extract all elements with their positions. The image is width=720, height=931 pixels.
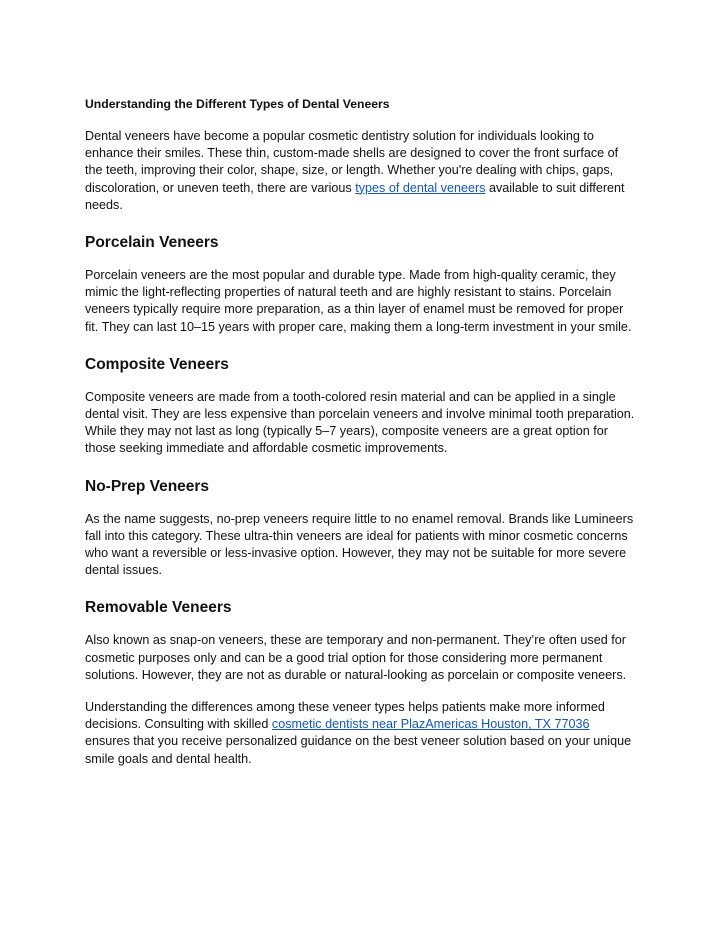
section-body-no-prep: As the name suggests, no-prep veneers require little to no enamel removal. Brands like Lumineers fall into this category. These ultra-thin veneers are ideal for patients with minor cosmetic concerns who want a reversible or less-invasive option. However, they may not be suitable for more severe dental issues.: [85, 511, 634, 578]
conclusion-text-after-link: ensures that you receive personalized guidance on the best veneer solution based on your unique smile goals and dental health.: [85, 734, 632, 766]
conclusion-text-before-link: Understanding the differences among these veneer types helps patients make more informed decisions. Consulting with skilled: [85, 700, 605, 732]
cosmetic-dentists-link[interactable]: cosmetic dentists near PlazAmericas Houston, TX 77036: [271, 717, 590, 732]
section-body-removable: Also known as snap-on veneers, these are temporary and non-permanent. They’re often used for cosmetic purposes only and can be a good trial option for those considering more permanent solutions. However, they are not as durable or natural-looking as porcelain or composite veneers.: [85, 633, 627, 682]
conclusion-paragraph: [85, 699, 637, 768]
section-body-porcelain: Porcelain veneers are the most popular and durable type. Made from high-quality ceramic, they mimic the light-reflecting properties of natural teeth and are highly resistant to stains. Porcelain veneers typically require more preparation, as a thin layer of enamel must be removed for proper fit. They can last 10–15 years with proper care, making them a long-term investment in your smile.: [85, 268, 632, 334]
section-body-composite: Composite veneers are made from a tooth-colored resin material and can be applied in a single dental visit. They are less expensive than porcelain veneers and involve minimal tooth preparation. While they may not last as long (typically 5–7 years), composite veneers are a great option for those seeking immediate and affordable cosmetic improvements.: [85, 389, 635, 456]
intro-text-before-link: Dental veneers have become a popular cosmetic dentistry solution for individuals looking to enhance their smiles. These thin, custom-made shells are designed to cover the front surface of the teeth, improving their color, shape, size, or length. Whether you're dealing with chips, gaps, discoloration, or uneven teeth, there are various: [85, 129, 619, 195]
section-heading-porcelain: Porcelain Veneers: [85, 234, 219, 252]
section-heading-composite: Composite Veneers: [85, 355, 229, 373]
section-heading-removable: Removable Veneers: [85, 599, 232, 617]
document-page: [85, 96, 637, 783]
document-title: Understanding the Different Types of Dental Veneers: [85, 97, 390, 111]
intro-paragraph: [85, 128, 637, 214]
types-of-dental-veneers-link[interactable]: types of dental veneers: [355, 180, 486, 195]
intro-text-after-link: available to suit different needs.: [85, 180, 625, 212]
section-heading-no-prep: No-Prep Veneers: [85, 477, 210, 495]
